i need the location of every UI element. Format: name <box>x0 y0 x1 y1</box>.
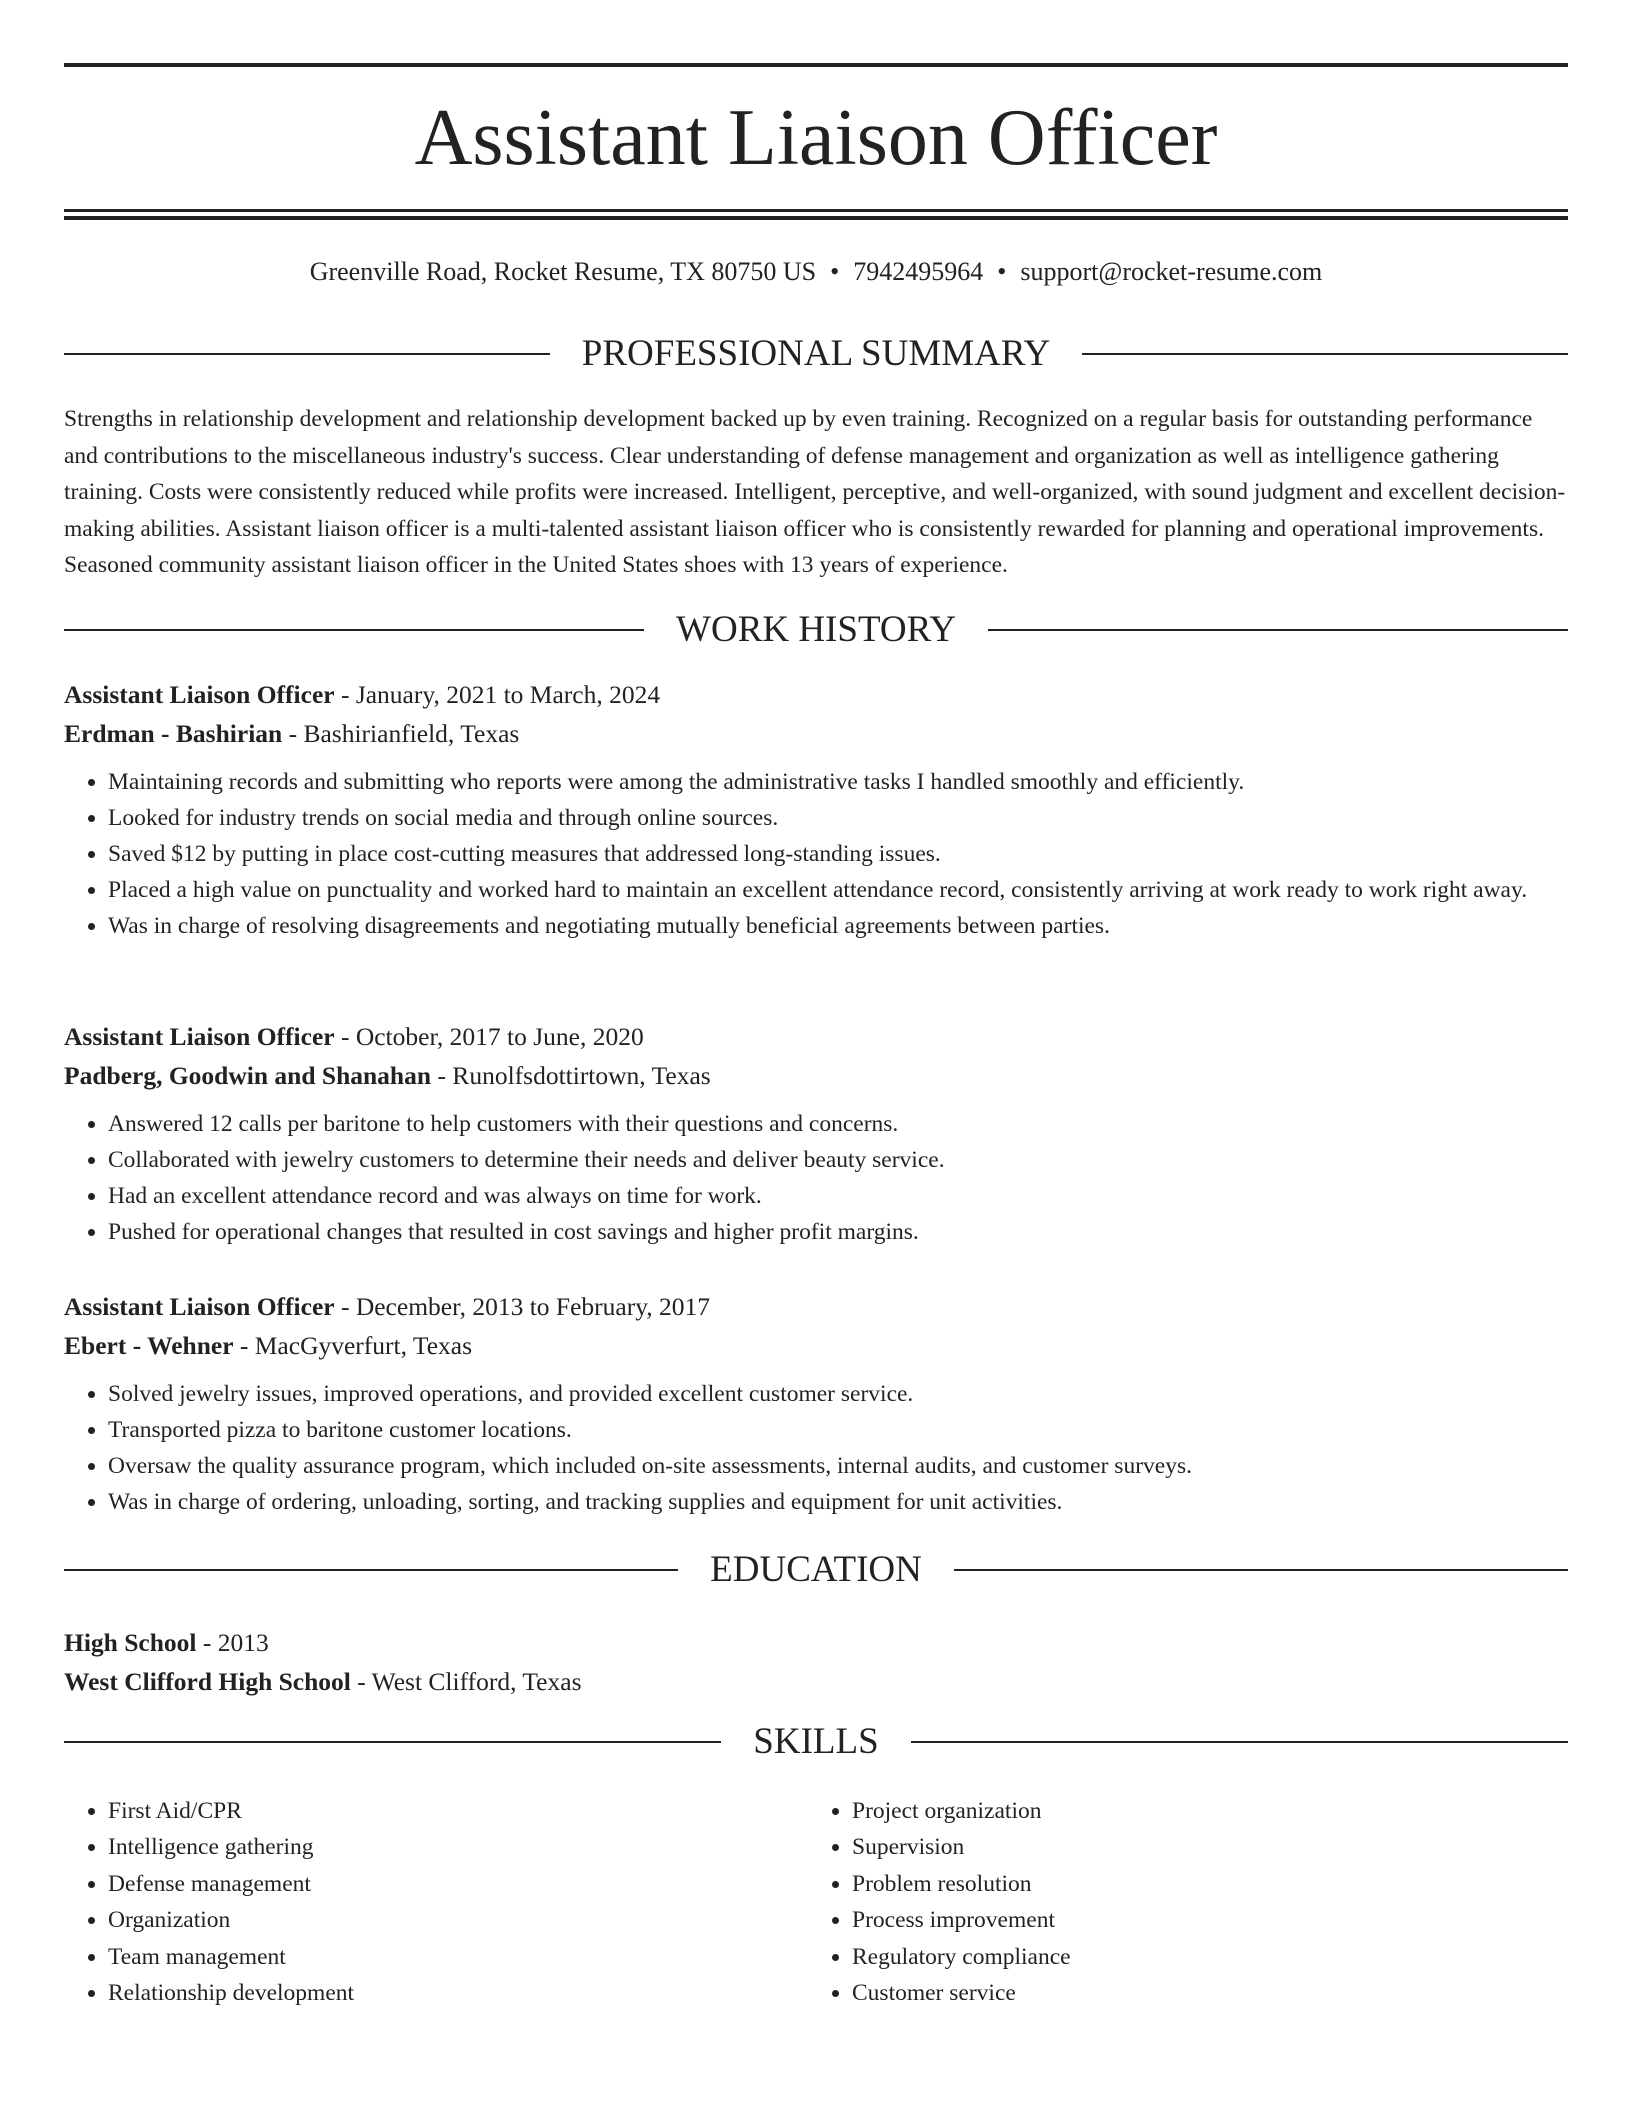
job-location: - MacGyverfurt, Texas <box>233 1331 473 1360</box>
job-bullets <box>64 764 1568 944</box>
job-dates: - October, 2017 to June, 2020 <box>334 1022 644 1051</box>
job-bullet: • Maintaining records and submitting who reports were among the administrative tasks I handled smoothly and efficiently. <box>108 764 1568 800</box>
job-title: Assistant Liaison Officer <box>64 680 335 709</box>
education-school-line <box>64 1663 1568 1701</box>
heading-rule-left <box>64 629 644 631</box>
job-entry-2 <box>64 1018 1568 1250</box>
education-section-heading <box>64 1548 1568 1592</box>
skill-item: • Customer service <box>852 1975 1071 2011</box>
job-bullet: • Saved $12 by putting in place cost-cutting measures that addressed long-standing issues. <box>108 836 1568 872</box>
skills-heading: SKILLS <box>753 1721 879 1762</box>
job-location: - Runolfsdottirtown, Texas <box>431 1061 711 1090</box>
job-title-line <box>64 676 1568 714</box>
job-title: Assistant Liaison Officer <box>64 1022 335 1051</box>
job-title-line <box>64 1288 1568 1326</box>
education-school: West Clifford High School <box>64 1667 351 1696</box>
job-bullet: • Oversaw the quality assurance program, which included on-site assessments, internal audits, and customer surveys. <box>108 1448 1568 1484</box>
job-bullet: • Transported pizza to baritone customer locations. <box>108 1412 1568 1448</box>
job-dates: - January, 2021 to March, 2024 <box>334 680 661 709</box>
skills-list-right <box>808 1793 1071 2011</box>
heading-rule-right <box>988 629 1568 631</box>
skills-section-heading <box>64 1720 1568 1764</box>
education-year: - 2013 <box>196 1628 269 1657</box>
contact-separator: • <box>830 257 840 286</box>
job-company-line <box>64 715 1568 753</box>
job-bullets <box>64 1106 1568 1250</box>
heading-rule-left <box>64 1741 721 1743</box>
heading-rule-left <box>64 1569 678 1571</box>
job-bullets <box>64 1376 1568 1520</box>
contact-separator: • <box>997 257 1007 286</box>
job-entry-1 <box>64 676 1568 944</box>
heading-rule-right <box>911 1741 1568 1743</box>
job-company-line <box>64 1327 1568 1365</box>
skill-item: • Project organization <box>852 1793 1071 1829</box>
skill-item: • Defense management <box>108 1866 808 1902</box>
job-bullet: • Answered 12 calls per baritone to help customers with their questions and concerns. <box>108 1106 1568 1142</box>
resume-name: Assistant Liaison Officer <box>414 94 1218 182</box>
education-heading: EDUCATION <box>710 1549 922 1590</box>
contact-email: support@rocket-resume.com <box>1020 257 1323 286</box>
job-company: Erdman - Bashirian <box>64 719 283 748</box>
summary-text: Strengths in relationship development and relationship development backed up by even training. Recognized on a regular basis for outstanding performance and contributions to the miscellaneous industry's success. Clear understanding of defense management and organization as well as intelligence gathering training. Costs were consistently reduced while profits were increased. Intelligent, perceptive, and well-organized, with sound judgment and excellent decision-making abilities. Assistant liaison officer is a multi-talented assistant liaison officer who is consistently rewarded for planning and operational improvements. Seasoned community assistant liaison officer in the United States shoes with 13 years of experience. <box>64 406 1566 578</box>
job-bullet: • Had an excellent attendance record and was always on time for work. <box>108 1178 1568 1214</box>
skill-item: • Supervision <box>852 1829 1071 1865</box>
job-entry-3 <box>64 1288 1568 1520</box>
skill-item: • Problem resolution <box>852 1866 1071 1902</box>
job-bullet: • Looked for industry trends on social media and through online sources. <box>108 800 1568 836</box>
job-company-line <box>64 1057 1568 1095</box>
job-company: Ebert - Wehner <box>64 1331 234 1360</box>
summary-section-heading <box>64 332 1568 376</box>
job-bullet: • Was in charge of resolving disagreements and negotiating mutually beneficial agreements between parties. <box>108 908 1568 944</box>
skill-item: • Intelligence gathering <box>108 1829 808 1865</box>
education-location: - West Clifford, Texas <box>350 1667 582 1696</box>
skill-item: • First Aid/CPR <box>108 1793 808 1829</box>
contact-phone: 7942495964 <box>853 257 984 286</box>
summary-heading: PROFESSIONAL SUMMARY <box>581 333 1051 374</box>
skill-item: • Team management <box>108 1939 808 1975</box>
job-dates: - December, 2013 to February, 2017 <box>334 1292 711 1321</box>
contact-line <box>64 254 1568 290</box>
work-section-heading <box>64 608 1568 652</box>
heading-rule-right <box>1082 353 1568 355</box>
skill-item: • Relationship development <box>108 1975 808 2011</box>
header-double-rule-lower <box>64 216 1568 220</box>
job-company: Padberg, Goodwin and Shanahan <box>64 1061 432 1090</box>
header-top-rule <box>64 63 1568 67</box>
education-entry <box>64 1624 1568 1701</box>
job-title-line <box>64 1018 1568 1056</box>
heading-rule-right <box>954 1569 1568 1571</box>
header-double-rule-upper <box>64 209 1568 212</box>
skill-item: • Process improvement <box>852 1902 1071 1938</box>
education-degree: High School <box>64 1628 197 1657</box>
job-title: Assistant Liaison Officer <box>64 1292 335 1321</box>
work-heading: WORK HISTORY <box>676 609 956 650</box>
job-bullet: • Pushed for operational changes that resulted in cost savings and higher profit margins. <box>108 1214 1568 1250</box>
heading-rule-left <box>64 353 550 355</box>
education-degree-line <box>64 1624 1568 1662</box>
skills-list-left <box>64 1793 808 2011</box>
job-bullet: • Collaborated with jewelry customers to determine their needs and deliver beauty service. <box>108 1142 1568 1178</box>
skill-item: • Regulatory compliance <box>852 1939 1071 1975</box>
job-bullet: • Solved jewelry issues, improved operations, and provided excellent customer service. <box>108 1376 1568 1412</box>
job-bullet: • Placed a high value on punctuality and worked hard to maintain an excellent attendance record, consistently arriving at work ready to work right away. <box>108 872 1568 908</box>
job-bullet: • Was in charge of ordering, unloading, sorting, and tracking supplies and equipment for unit activities. <box>108 1484 1568 1520</box>
contact-address: Greenville Road, Rocket Resume, TX 80750 US <box>309 257 817 286</box>
skill-item: • Organization <box>108 1902 808 1938</box>
skills-lists <box>64 1793 1568 2011</box>
job-location: - Bashirianfield, Texas <box>282 719 520 748</box>
